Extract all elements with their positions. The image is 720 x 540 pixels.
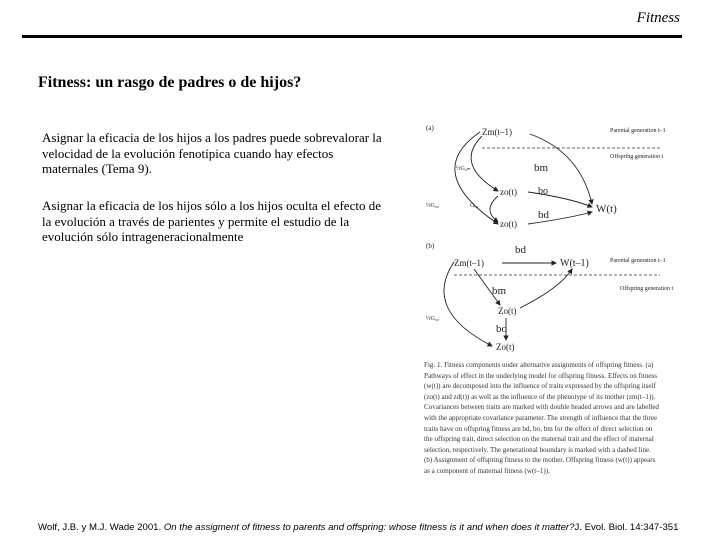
panel-a-label: (a)	[426, 124, 434, 132]
panel-b-node-zo1: Zo(t)	[498, 306, 517, 316]
panel-b-gen-parental: Parental generation t–1	[610, 258, 666, 264]
panel-a-gen-offspring: Offspring generation t	[610, 154, 664, 160]
panel-b-cov-left: ½G₀₀	[426, 316, 440, 322]
panel-a-node-zo: zo(t)	[500, 187, 517, 197]
slide-title: Fitness: un rasgo de padres o de hijos?	[38, 74, 302, 91]
arrow-cov-outer	[455, 132, 498, 224]
panel-b-node-zo2: Zo(t)	[496, 342, 515, 352]
panel-b-node-w: W(t–1)	[560, 258, 589, 269]
panel-a-coef-bd: bd	[538, 209, 549, 221]
panel-a-gen-parental: Parental generation t–1	[610, 128, 666, 134]
figure-caption: Fig. 1. Fitness components under alternative assignments of offspring fitness. (a) Pathways of effect in the underlying model for offspring fitness. Effects on fitness (w(t)) are decomposed into the influence of traits expressed by the offspring itself (zo(t) and zd(t)) as well as the influence of the phenotype of its mother (zm(t–1)). Covariances between traits are marked with double headed arrows and are labelled with the appropriate covariance parameter. The strength of influence that the three traits have on offspring fitness are bd, bo, bm for the effect of direct selection on the offspring trait, direct selection on the maternal trait and the effect of maternal selection, respectively. The generational boundary is marked with a dashed line. (b) Assignment of offspring fitness to the mother. Offspring fitness (w(t)) appears as a component of maternal fitness (w(t–1)).	[424, 361, 659, 475]
header-label: Fitness	[636, 10, 680, 26]
panel-a-node-z0: zo(t)	[500, 219, 517, 229]
header-rule	[22, 35, 682, 38]
citation-journal: J. Evol. Biol. 14:347-351	[574, 522, 679, 533]
panel-b-coef-bm: bm	[492, 285, 507, 297]
path-diagram	[420, 112, 674, 360]
panel-b-gen-offspring: Offspring generation t	[620, 286, 674, 292]
panel-b-coef-bo: bo	[496, 323, 507, 335]
arrow-cov-inner	[490, 196, 498, 222]
citation-article: On the assigment of fitness to parents and offspring: whose fitness is it and when does it matter?	[163, 522, 575, 533]
panel-a-coef-bo: bo	[538, 186, 548, 197]
panel-b-coef-bd: bd	[515, 244, 526, 256]
panel-a-cov-left: ½G₀₀	[426, 203, 440, 209]
arrow-cov-mid	[471, 136, 498, 191]
panel-b-node-zm: Zm(t–1)	[454, 258, 484, 268]
panel-a-node-w: W(t)	[596, 203, 617, 215]
panel-a-coef-bm: bm	[534, 162, 549, 174]
panel-b-label: (b)	[426, 242, 435, 250]
paragraph-2: Asignar la eficacia de los hijos sólo a los hijos oculta el efecto de la evolución a través de parientes y permite el estudio de la evolución sólo intrageneracionalmente	[42, 198, 381, 244]
citation-authors: Wolf, J.B. y M.J. Wade 2001.	[38, 522, 162, 533]
citation	[38, 522, 678, 533]
paragraph-1: Asignar la eficacia de los hijos a los padres puede sobrevalorar la velocidad de la evolución fenotípica cuando hay efectos maternales (Tema 9).	[42, 130, 382, 176]
panel-a-node-zm: Zm(t–1)	[482, 127, 512, 137]
panel-a-cov-mid: ½G₀ₘ	[456, 166, 471, 172]
panel-a-cov-inner: G₀₀	[470, 203, 479, 209]
